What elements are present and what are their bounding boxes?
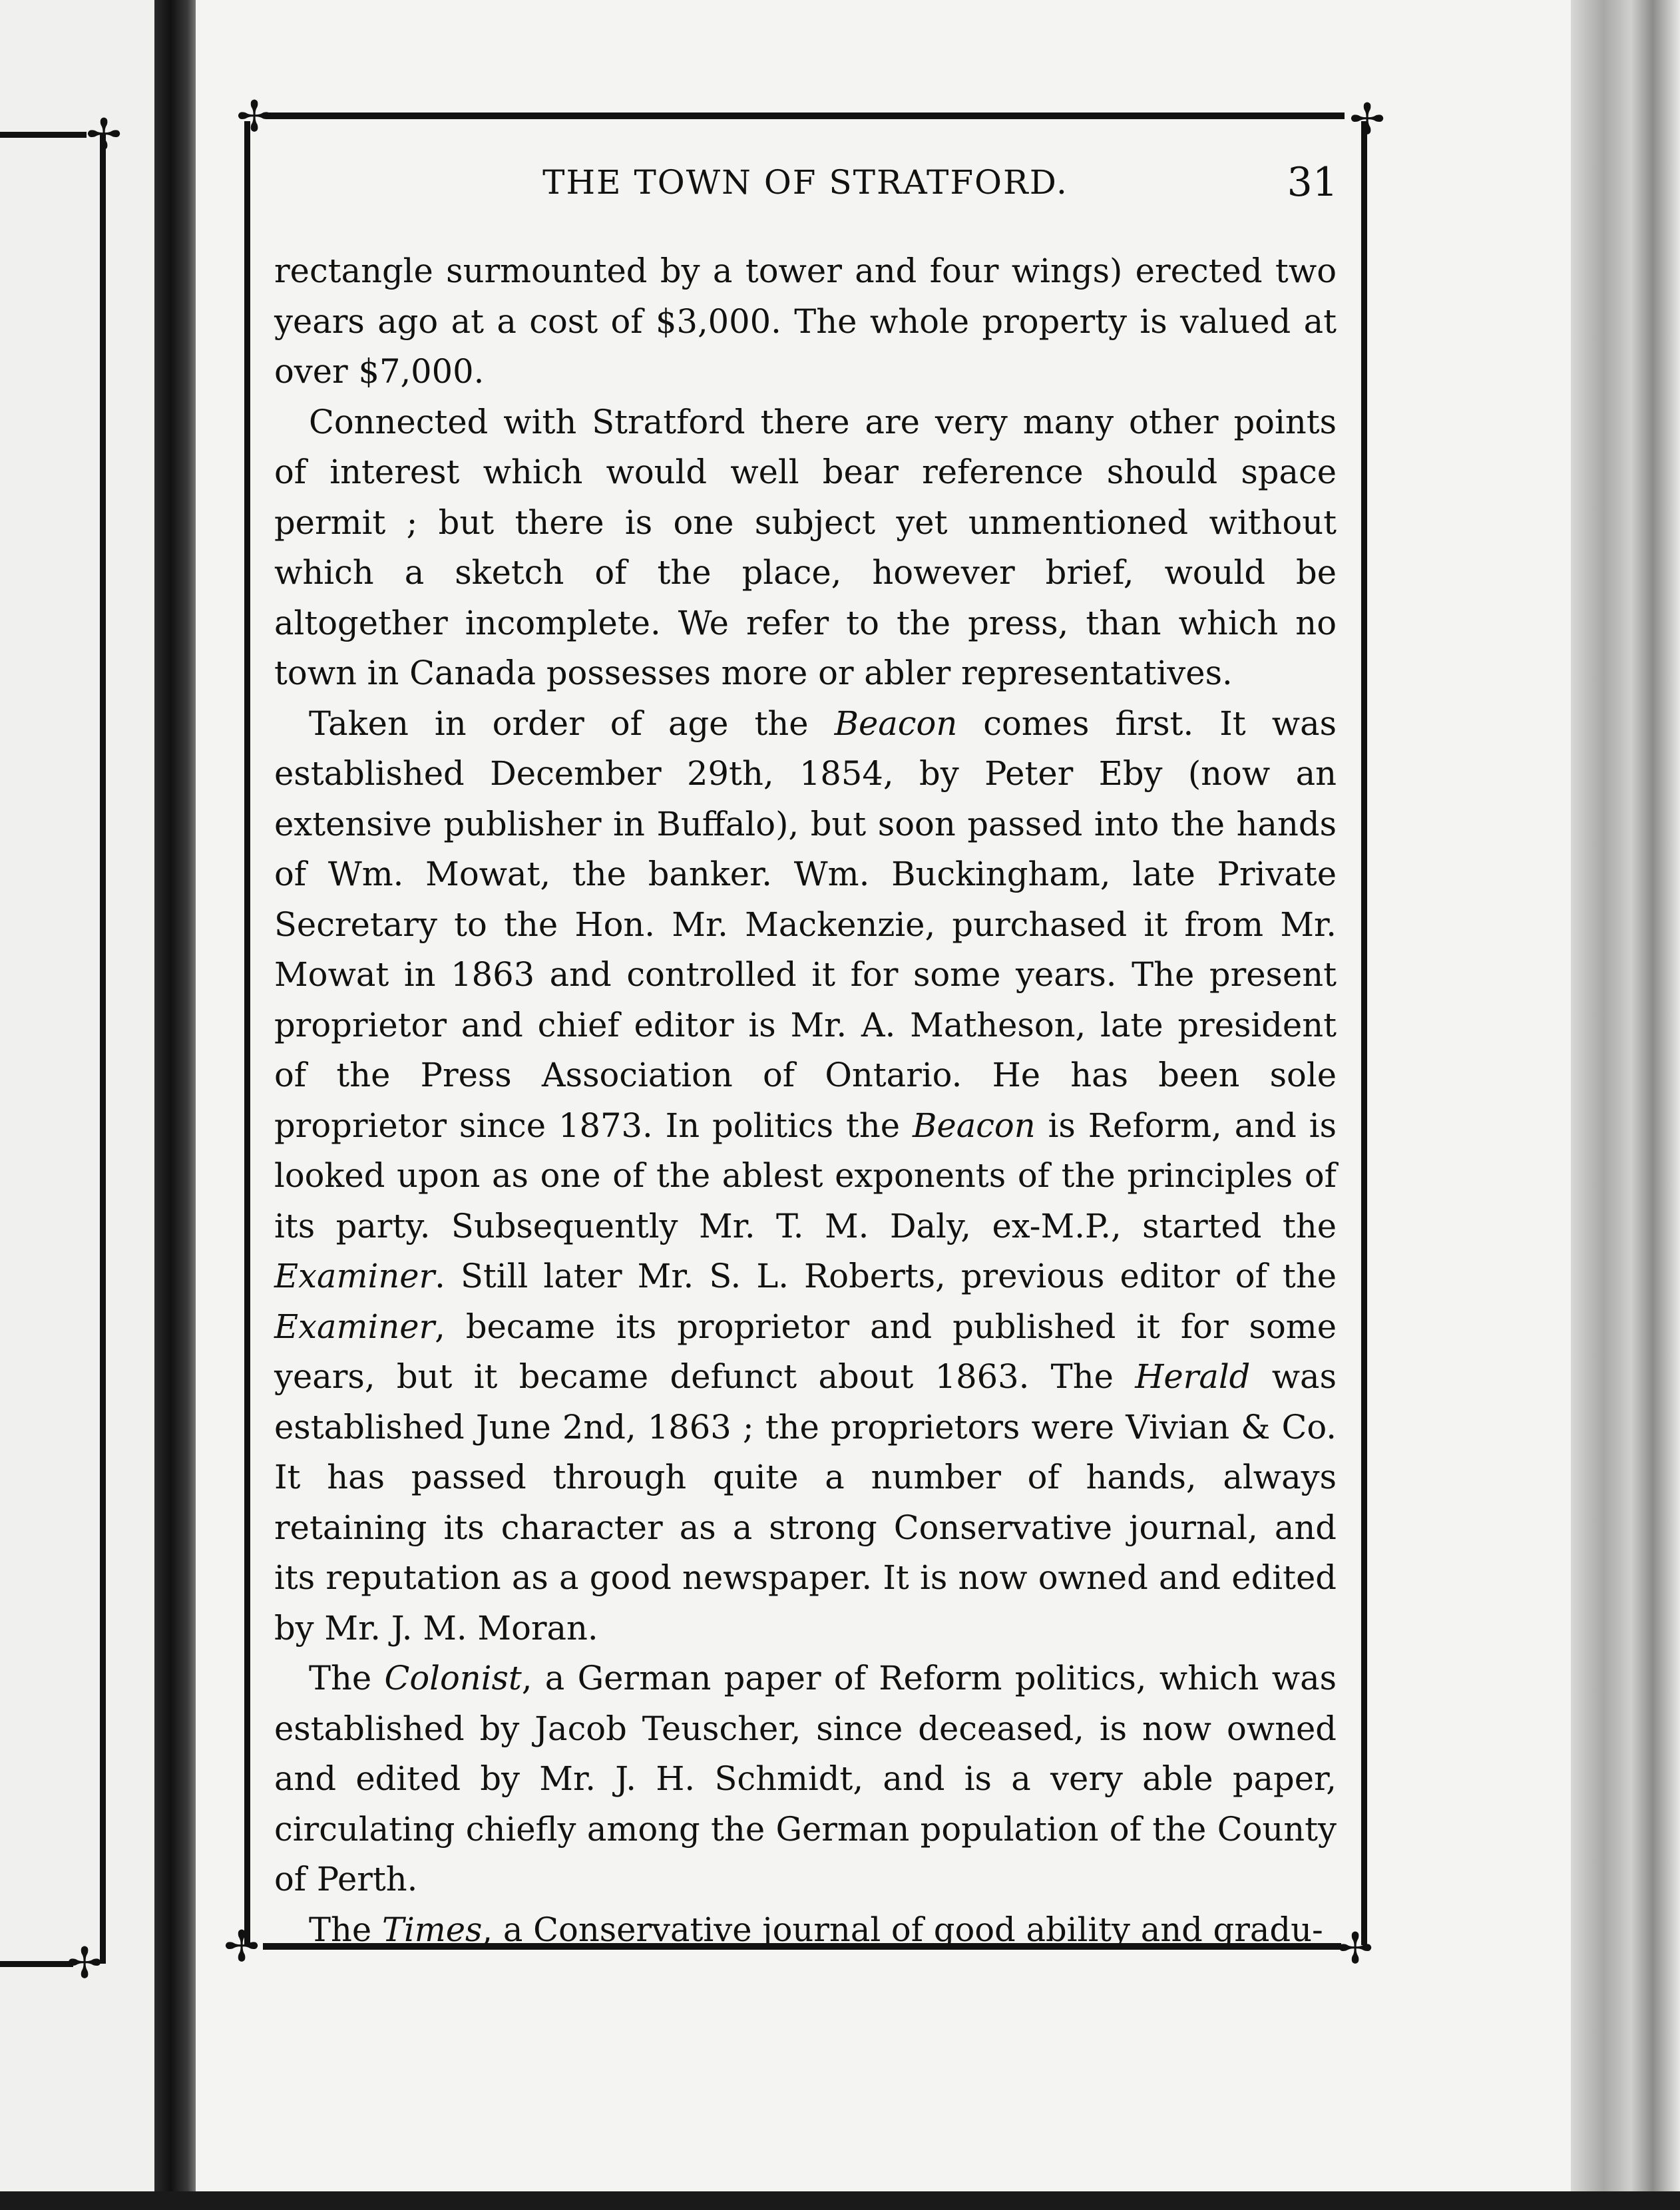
text-run: comes first. It was established December 29th, 1854, by Peter Eby (now an extensive publisher in Buffalo), but soon passed into the hands of Wm. Mowat, the banker. Wm. Buckingham, late Private Secretary to the Hon. Mr. Mackenzie, purchased it from Mr. Mowat in 1863 and controlled it for some years. The present proprietor and chief editor is Mr. A. Matheson, late president of the Press Association of Ontario. He has been sole proprietor since 1873. In politics the [274, 704, 1337, 1145]
text-run: The [309, 1910, 382, 1949]
page-edges [1571, 0, 1680, 2210]
newspaper-title-examiner: Examiner [274, 1307, 435, 1346]
newspaper-title-colonist: Colonist [384, 1659, 522, 1697]
facing-top-ornament: ✢ [86, 110, 122, 160]
running-header [273, 159, 1338, 216]
text-run: is Reform, and is looked upon as one of the ablest exponents of the principles of its party. Subsequently Mr. T. M. Daly, ex-M.P., started the [274, 1106, 1337, 1245]
corner-ornament-top-right: ✢ [1349, 95, 1385, 144]
facing-bottom-rule [0, 1961, 73, 1967]
newspaper-title-examiner: Examiner [274, 1257, 435, 1295]
text-run: . Still later Mr. S. L. Roberts, previous editor of the [435, 1257, 1337, 1295]
newspaper-title-times: Times [381, 1910, 483, 1949]
text-run: , a German paper of Reform politics, which was established by Jacob Teuscher, since deceased, is now owned and edited by Mr. J. H. Schmidt, and is a very able paper, circulating chiefly among the German population of the County of Perth. [274, 1659, 1337, 1898]
facing-bottom-ornament: ✢ [67, 1939, 103, 1988]
facing-top-rule [0, 132, 87, 138]
text-run: , a Conservative journal of good ability and gradu- [482, 1910, 1323, 1949]
running-title: THE TOWN OF STRATFORD. [542, 163, 1068, 202]
body-text [274, 246, 1337, 1955]
border-top-rule [266, 112, 1345, 119]
text-run: The [309, 1659, 385, 1697]
facing-vertical-rule [100, 133, 106, 1964]
paragraph-1: rectangle surmounted by a tower and four wings) erected two years ago at a cost of $3,000. The whole property is valued at over $7,000. [274, 252, 1337, 391]
border-right-rule [1361, 121, 1367, 1945]
border-left-rule [244, 121, 250, 1945]
corner-ornament-top-left: ✢ [236, 93, 272, 142]
scan-bottom-edge [0, 2191, 1680, 2210]
paragraph-3 [274, 699, 1337, 1654]
paragraph-2: Connected with Stratford there are very many other points of interest which would well bear reference should space permit ; but there is one subject yet unmentioned without which a sketch of the place, however brief, would be altogether incomplete. We refer to the press, than which no town in Canada possesses more or abler representatives. [274, 402, 1337, 692]
corner-ornament-bottom-right: ✢ [1337, 1924, 1373, 1974]
text-run: , became its proprietor and published it for some years, but it became defunct about 1863. The [274, 1307, 1337, 1396]
newspaper-title-herald: Herald [1135, 1357, 1251, 1396]
text-run: was established June 2nd, 1863 ; the proprietors were Vivian & Co. It has passed through quite a number of hands, always retaining its character as a strong Conservative journal, and its reputation as a good newspaper. It is now owned and edited by Mr. J. M. Moran. [274, 1357, 1337, 1648]
newspaper-title-beacon: Beacon [913, 1106, 1036, 1145]
corner-ornament-bottom-left: ✢ [224, 1922, 260, 1972]
page-number: 31 [1287, 159, 1338, 206]
paragraph-4 [274, 1654, 1337, 1905]
book-gutter [154, 0, 196, 2210]
text-run: Taken in order of age the [309, 704, 835, 743]
paragraph-5 [274, 1905, 1337, 1956]
facing-page [0, 0, 154, 2210]
newspaper-title-beacon: Beacon [834, 704, 958, 743]
